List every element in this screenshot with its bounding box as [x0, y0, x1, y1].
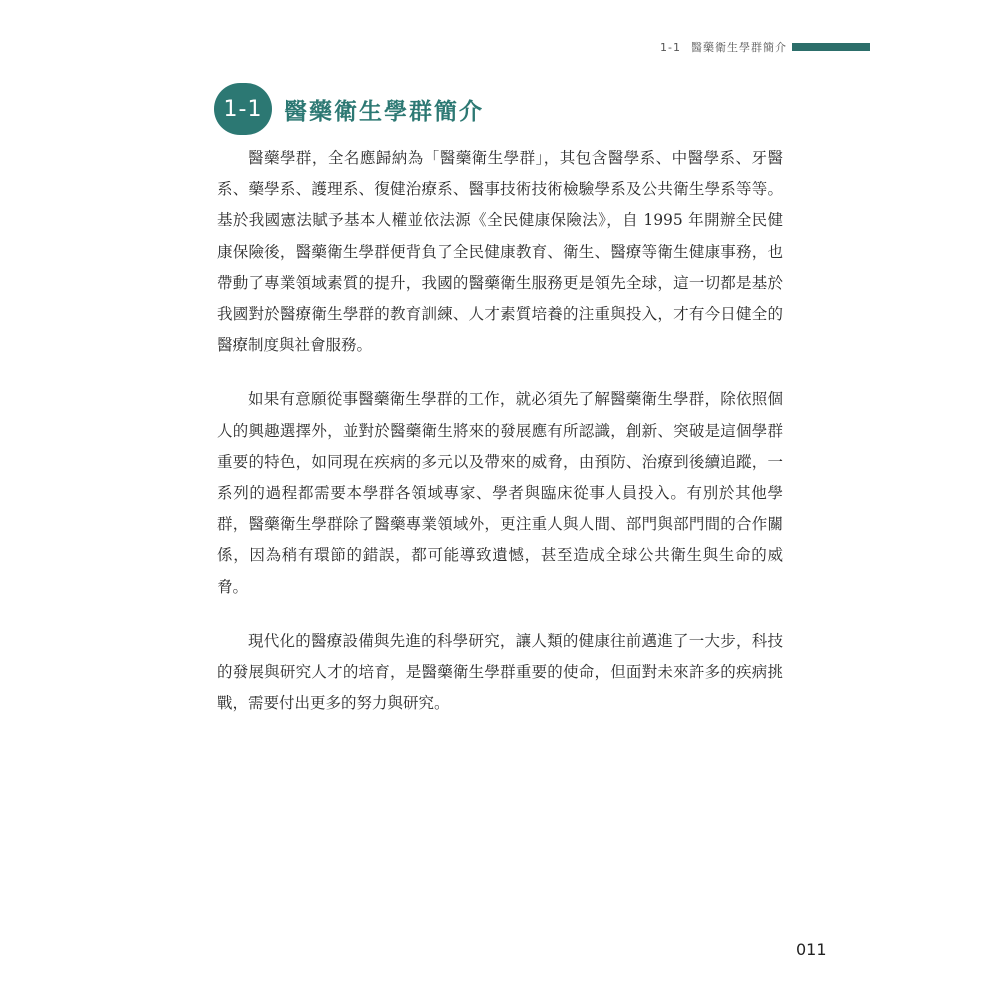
- running-header: [660, 40, 793, 54]
- page-number: 011: [796, 940, 827, 959]
- section-number-badge: 1-1: [214, 83, 272, 135]
- running-header-accent-bar: [792, 43, 870, 51]
- running-header-title: 醫藥衛生學群簡介: [690, 41, 787, 54]
- section-heading: [214, 83, 484, 135]
- paragraph-2: 如果有意願從事醫藥衛生學群的工作，就必須先了解醫藥衛生學群，除依照個人的興趣選擇外，並對於醫藥衛生將來的發展應有所認識，創新、突破是這個學群重要的特色，如同現在疾病的多元以及帶來的威脅，由預防、治療到後續追蹤，一系列的過程都需要本學群各領域專家、學者與臨床從事人員投入。有別於其他學群，醫藥衛生學群除了醫藥專業領域外，更注重人與人間、部門與部門間的合作關係，因為稍有環節的錯誤，都可能導致遺憾，甚至造成全球公共衛生與生命的威脅。: [217, 390, 783, 596]
- body-text: [217, 143, 783, 742]
- section-title: 醫藥衛生學群簡介: [284, 98, 484, 125]
- paragraph-1: 醫藥學群，全名應歸納為「醫藥衛生學群」，其包含醫學系、中醫學系、牙醫系、藥學系、護理系、復健治療系、醫事技術技術檢驗學系及公共衛生學系等等。基於我國憲法賦予基本人權並依法源《全民健康保險法》，自 1995 年開辦全民健康保險後，醫藥衛生學群便背負了全民健康教育、衛生、醫療等衛生健康事務，也帶動了專業領域素質的提升，我國的醫藥衛生服務更是領先全球，這一切都是基於我國對於醫療衛生學群的教育訓練、人才素質培養的注重與投入，才有今日健全的醫療制度與社會服務。: [217, 149, 783, 355]
- running-header-section-number: 1-1: [660, 40, 681, 54]
- paragraph-3: 現代化的醫療設備與先進的科學研究，讓人類的健康往前邁進了一大步，科技的發展與研究人才的培育，是醫藥衛生學群重要的使命，但面對未來許多的疾病挑戰，需要付出更多的努力與研究。: [217, 631, 783, 713]
